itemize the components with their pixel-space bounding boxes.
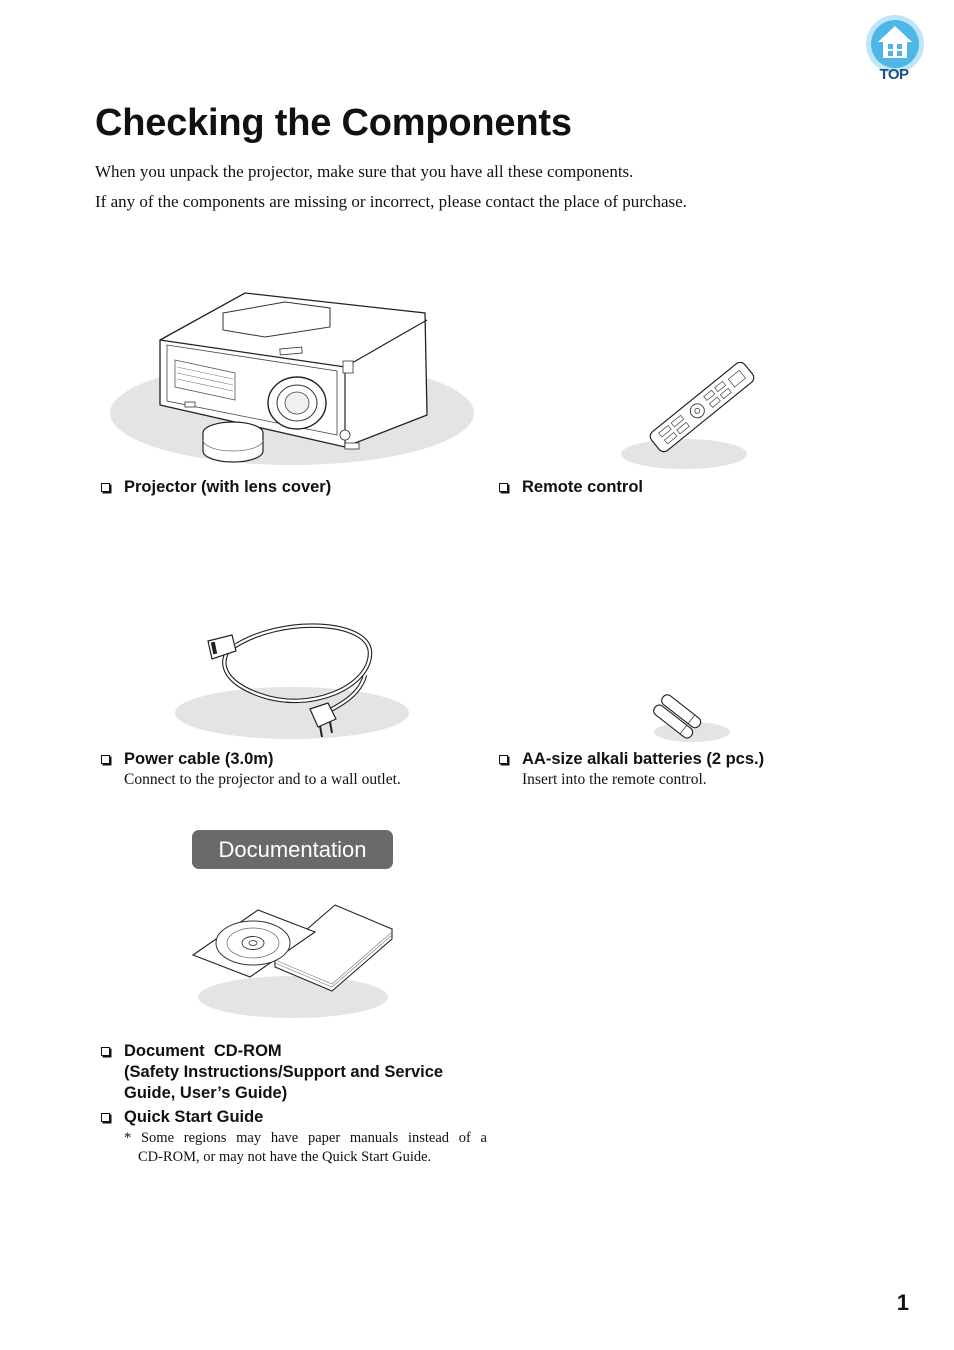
list-item-cdrom bbox=[101, 1041, 521, 1105]
remote-control-illustration bbox=[612, 362, 762, 472]
intro-line-1: When you unpack the projector, make sure that you have all these components. bbox=[95, 162, 634, 181]
list-item-remote bbox=[499, 477, 879, 499]
power-cable-illustration bbox=[170, 615, 420, 745]
documentation-illustration bbox=[190, 897, 400, 1022]
intro-line-2: If any of the components are missing or incorrect, please contact the place of purchase. bbox=[95, 192, 687, 211]
footnote-line-2: CD-ROM, or may not have the Quick Start Guide. bbox=[138, 1149, 432, 1165]
top-label: TOP bbox=[879, 66, 909, 83]
home-icon bbox=[860, 14, 930, 74]
cdrom-label-line-1: Document CD-ROM bbox=[124, 1042, 282, 1060]
checkbox-bullet-icon bbox=[101, 755, 110, 764]
page-title: Checking the Components bbox=[95, 102, 572, 144]
batteries-description: Insert into the remote control. bbox=[522, 771, 707, 788]
item-label: Remote control bbox=[522, 478, 644, 496]
checkbox-bullet-icon bbox=[499, 755, 508, 764]
projector-illustration bbox=[105, 285, 485, 475]
batteries-illustration bbox=[637, 690, 737, 750]
documentation-heading: Documentation bbox=[192, 830, 393, 869]
list-item-power-cable bbox=[101, 749, 481, 771]
checkbox-bullet-icon bbox=[101, 1047, 110, 1056]
cdrom-label-line-3: Guide, User’s Guide) bbox=[124, 1084, 288, 1102]
list-item-projector bbox=[101, 477, 481, 499]
checkbox-bullet-icon bbox=[101, 1113, 110, 1122]
footnote-line-1: * Some regions may have paper manuals instead of a bbox=[124, 1130, 487, 1146]
item-label: Power cable (3.0m) bbox=[124, 750, 274, 768]
checkbox-bullet-icon bbox=[101, 483, 110, 492]
item-label: AA-size alkali batteries (2 pcs.) bbox=[522, 750, 765, 768]
power-cable-description: Connect to the projector and to a wall outlet. bbox=[124, 771, 401, 788]
item-label: Projector (with lens cover) bbox=[124, 478, 332, 496]
checkbox-bullet-icon bbox=[499, 483, 508, 492]
top-nav-button[interactable] bbox=[860, 14, 930, 86]
item-label: Quick Start Guide bbox=[124, 1108, 264, 1126]
list-item-batteries bbox=[499, 749, 899, 771]
page-number: 1 bbox=[896, 1290, 909, 1315]
list-item-quick-start bbox=[101, 1107, 481, 1129]
cdrom-label-line-2: (Safety Instructions/Support and Service bbox=[124, 1063, 444, 1081]
